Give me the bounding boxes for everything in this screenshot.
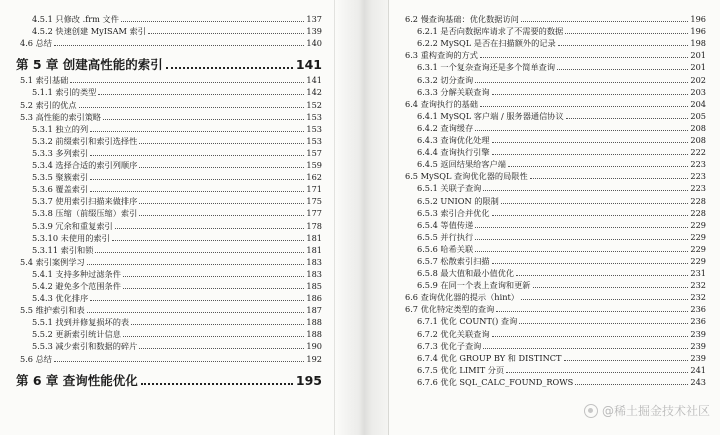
toc-chapter-heading [16,364,322,389]
dot-leader [557,69,688,70]
toc-entry-title: 5.5 维护索引和表 [20,305,85,316]
dot-leader [506,372,688,373]
toc-entry-title: 5.3.10 未使用的索引 [32,232,110,243]
toc-subsection-entry [401,85,706,97]
toc-subsection-entry [401,206,706,218]
toc-entry-title: 5.5.2 更新索引统计信息 [32,329,121,340]
dot-leader [90,155,304,156]
toc-subsection-entry [401,351,706,363]
toc-page-number: 140 [306,38,322,49]
toc-entry-title: 6.4.5 返回结果给客户端 [417,159,506,170]
dot-leader [492,154,689,155]
toc-entry-title: 5.3.1 独立的列 [32,123,89,134]
toc-entry-title: 6.7.5 优化 LIMIT 分页 [417,364,505,375]
toc-entry-title: 6.5.3 索引合并优化 [417,207,490,218]
toc-entry-title: 5.3.11 索引和锁 [32,244,94,255]
dot-leader [533,287,689,288]
dot-leader [139,348,304,349]
toc-subsection-entry [401,242,706,254]
dot-leader [139,215,304,216]
toc-page-number: 152 [306,99,322,110]
dot-leader [90,191,304,192]
toc-subsection-entry [16,267,322,279]
toc-entry-title: 6.3.3 分解关联查询 [417,86,490,97]
toc-page-number: 153 [306,123,322,134]
toc-entry-title: 6.2 慢查询基础：优化数据访问 [405,14,519,25]
toc-subsection-entry [401,145,706,157]
toc-section-entry [401,48,706,60]
dot-leader [492,94,689,95]
dot-leader [90,300,304,301]
toc-entry-title: 6.3.2 切分查询 [417,74,474,85]
dot-leader [480,106,688,107]
toc-entry-title: 6.5.5 并行执行 [417,231,474,242]
toc-entry-title: 6.7.4 优化 GROUP BY 和 DISTINCT [417,352,562,363]
toc-subsection-entry [401,193,706,205]
dot-leader [483,190,688,191]
dot-leader [521,299,688,300]
toc-section-entry [16,303,322,315]
dot-leader [519,323,688,324]
toc-page-number: 239 [690,340,706,351]
toc-section-entry [16,255,322,267]
toc-entry-title: 6.2.1 是否向数据库请求了不需要的数据 [417,26,564,37]
toc-entry-title: 6.7.6 优化 SQL_CALC_FOUND_ROWS [417,376,574,387]
dot-leader [166,67,293,69]
toc-subsection-entry [16,218,322,230]
toc-entry-title: 6.4.3 查询优化处理 [417,135,490,146]
toc-entry-title: 6.5.1 关联子查询 [417,183,482,194]
toc-section-entry [16,36,322,48]
toc-entry-title: 6.4.1 MySQL 客户端 / 服务器通信协议 [417,110,564,121]
toc-page-number: 141 [306,75,322,86]
toc-page-number: 177 [306,208,322,219]
toc-page-number: 239 [690,328,706,339]
dot-leader [566,118,689,119]
dot-leader [492,215,689,216]
dot-leader [123,288,304,289]
toc-page-number: 196 [690,14,706,25]
book-gutter [335,0,388,435]
dot-leader [575,384,688,385]
toc-page-number: 236 [690,304,706,315]
dot-leader [564,360,689,361]
dot-leader [70,82,304,83]
toc-page-number: 236 [690,316,706,327]
toc-page-number: 222 [690,147,706,158]
toc-subsection-entry [16,12,322,24]
toc-subsection-entry [401,133,706,145]
dot-leader [530,178,689,179]
dot-leader [131,324,304,325]
toc-entry-title: 5.1 索引基础 [20,75,69,86]
toc-page-number: 153 [306,135,322,146]
toc-entry-title: 6.5.9 在同一个表上查询和更新 [417,280,531,291]
dot-leader [475,239,688,240]
toc-page-number: 229 [690,243,706,254]
toc-subsection-entry [16,327,322,339]
toc-page-number: 190 [306,341,322,352]
toc-subsection-entry [16,194,322,206]
toc-page-number: 208 [690,135,706,146]
toc-page-number: 223 [690,171,706,182]
dot-leader [139,203,304,204]
toc-entry-title: 6.4.4 查询执行引擎 [417,147,490,158]
toc-entry-title: 5.3.5 聚簇索引 [32,172,89,183]
toc-subsection-entry [401,314,706,326]
dot-leader [501,203,689,204]
dot-leader [90,131,304,132]
toc-entry-title: 6.3 重构查询的方式 [405,50,478,61]
toc-page-number: 231 [690,268,706,279]
toc-section-entry [401,12,706,24]
toc-entry-title: 5.4.2 避免多个范围条件 [32,280,121,291]
toc-entry-title: 6.7.1 优化 COUNT() 查询 [417,316,518,327]
toc-page-number: 243 [690,376,706,387]
dot-leader [90,179,304,180]
toc-page-number: 196 [690,26,706,37]
dot-leader [521,21,688,22]
toc-right-page [388,0,720,435]
toc-subsection-entry [16,122,322,134]
dot-leader [565,33,688,34]
toc-page-number: 205 [690,110,706,121]
dot-leader [516,275,688,276]
dot-leader [87,264,305,265]
toc-subsection-entry [401,278,706,290]
toc-page-number: 137 [306,14,322,25]
toc-subsection-entry [401,266,706,278]
dot-leader [98,94,304,95]
dot-leader [148,33,304,34]
toc-page-number: 171 [306,184,322,195]
toc-page-number: 208 [690,122,706,133]
toc-page-number: 153 [306,111,322,122]
toc-page-number: 201 [690,62,706,73]
toc-page-number: 181 [306,244,322,255]
toc-page-number: 198 [690,38,706,49]
toc-page-number: 159 [306,160,322,171]
toc-subsection-entry [16,158,322,170]
toc-page-number: 181 [306,232,322,243]
dot-leader [483,348,688,349]
dot-leader [115,228,305,229]
toc-page-number: 229 [690,231,706,242]
dot-leader [95,252,304,253]
toc-subsection-entry [401,218,706,230]
toc-subsection-entry [401,375,706,387]
dot-leader [480,57,688,58]
toc-subsection-entry [401,363,706,375]
toc-section-entry [16,110,322,122]
toc-entry-title: 6.5.7 松散索引扫描 [417,255,490,266]
toc-entry-title: 第 6 章 查询性能优化 [16,372,138,388]
toc-subsection-entry [16,170,322,182]
toc-entry-title: 5.4.3 优化排序 [32,293,89,304]
toc-section-entry [401,302,706,314]
toc-subsection-entry [16,146,322,158]
toc-page-number: 203 [690,86,706,97]
toc-subsection-entry [16,315,322,327]
dot-leader [496,311,688,312]
toc-entry-title: 5.4.1 支持多种过滤条件 [32,268,121,279]
dot-leader [492,263,689,264]
toc-section-entry [16,97,322,109]
toc-page-number: 183 [306,268,322,279]
toc-entry-title: 6.2.2 MySQL 是否在扫描额外的记录 [417,38,556,49]
dot-leader [475,227,688,228]
dot-leader [475,130,688,131]
toc-subsection-entry [401,230,706,242]
toc-subsection-entry [401,181,706,193]
toc-entry-title: 6.7 优化特定类型的查询 [405,304,495,315]
toc-page-number: 223 [690,159,706,170]
toc-subsection-entry [16,85,322,97]
toc-section-entry [16,73,322,85]
toc-left-page [0,0,335,435]
toc-entry-title: 4.5.2 快速创建 MyISAM 索引 [32,26,146,37]
toc-page-number: 241 [690,364,706,375]
juejin-logo-icon [584,404,598,418]
toc-entry-title: 第 5 章 创建高性能的索引 [16,57,163,73]
toc-page-number: 187 [306,305,322,316]
dot-leader [123,276,304,277]
toc-section-entry [401,290,706,302]
toc-entry-title: 6.5.2 UNION 的限制 [417,195,499,206]
toc-entry-title: 4.5.1 只修改 .frm 文件 [32,14,119,25]
toc-page-number: 185 [306,280,322,291]
toc-page-number: 223 [690,183,706,194]
toc-entry-title: 5.1.1 索引的类型 [32,87,97,98]
toc-subsection-entry [401,72,706,84]
toc-page-number: 228 [690,207,706,218]
dot-leader [121,21,304,22]
dot-leader [139,167,304,168]
toc-entry-title: 6.3.1 一个复杂查询还是多个简单查询 [417,62,556,73]
toc-page-number: 157 [306,147,322,158]
toc-entry-title: 6.5.4 等值传递 [417,219,474,230]
toc-subsection-entry [401,121,706,133]
toc-page-number: 141 [295,57,322,73]
toc-page-number: 204 [690,98,706,109]
toc-page-number: 228 [690,195,706,206]
toc-page-number: 195 [295,372,322,388]
dot-leader [508,166,688,167]
toc-entry-title: 5.3 高性能的索引策略 [20,111,102,122]
toc-entry-title: 4.6 总结 [20,38,52,49]
toc-entry-title: 5.3.8 压缩（前缀压缩）索引 [32,208,138,219]
toc-section-entry [16,351,322,363]
toc-page-number: 201 [690,50,706,61]
toc-entry-title: 6.6 查询优化器的提示（hint） [405,292,519,303]
toc-subsection-entry [16,279,322,291]
dot-leader [139,143,304,144]
dot-leader [103,119,304,120]
dot-leader [54,45,304,46]
toc-entry-title: 5.3.4 选择合适的索引列顺序 [32,160,138,171]
dot-leader [492,142,689,143]
toc-entry-title: 6.4 查询执行的基础 [405,98,478,109]
toc-page-number: 175 [306,196,322,207]
dot-leader [475,251,688,252]
toc-page-number: 188 [306,329,322,340]
toc-subsection-entry [401,24,706,36]
toc-subsection-entry [16,339,322,351]
toc-subsection-entry [401,36,706,48]
watermark [584,402,710,419]
toc-subsection-entry [401,60,706,72]
toc-section-entry [401,97,706,109]
dot-leader [79,107,305,108]
toc-page-number: 232 [690,292,706,303]
toc-page-number: 202 [690,74,706,85]
toc-page-number: 229 [690,255,706,266]
toc-subsection-entry [16,231,322,243]
toc-subsection-entry [16,206,322,218]
watermark-text: @稀土掘金技术社区 [601,404,710,418]
toc-subsection-entry [401,157,706,169]
toc-subsection-entry [16,182,322,194]
toc-page-number: 162 [306,172,322,183]
dot-leader [112,240,305,241]
toc-entry-title: 5.3.9 冗余和重复索引 [32,220,113,231]
toc-page-number: 178 [306,220,322,231]
dot-leader [558,45,689,46]
toc-subsection-entry [16,24,322,36]
toc-entry-title: 5.4 索引案例学习 [20,256,85,267]
toc-subsection-entry [16,243,322,255]
dot-leader [123,336,304,337]
toc-entry-title: 5.5.3 减少索引和数据的碎片 [32,341,138,352]
toc-entry-title: 5.3.3 多列索引 [32,147,89,158]
toc-section-entry [401,169,706,181]
toc-entry-title: 6.5.6 哈希关联 [417,243,474,254]
toc-entry-title: 6.7.3 优化子查询 [417,340,482,351]
toc-subsection-entry [401,109,706,121]
dot-leader [141,383,293,385]
toc-entry-title: 5.6 总结 [20,353,52,364]
toc-entry-title: 5.3.6 覆盖索引 [32,184,89,195]
toc-page-number: 142 [306,87,322,98]
toc-chapter-heading [16,48,322,73]
toc-entry-title: 5.3.7 使用索引扫描来做排序 [32,196,138,207]
toc-entry-title: 5.2 索引的优点 [20,99,77,110]
toc-page-number: 139 [306,26,322,37]
toc-subsection-entry [401,326,706,338]
toc-page-number: 186 [306,293,322,304]
toc-entry-title: 6.7.2 优化关联查询 [417,328,490,339]
toc-subsection-entry [401,339,706,351]
toc-entry-title: 5.5.1 找到并修复损坏的表 [32,317,130,328]
dot-leader [475,82,688,83]
toc-page-number: 239 [690,352,706,363]
toc-page-number: 183 [306,256,322,267]
toc-page-number: 192 [306,353,322,364]
toc-page-number: 232 [690,280,706,291]
toc-subsection-entry [16,134,322,146]
toc-page-number: 229 [690,219,706,230]
toc-entry-title: 6.5 MySQL 查询优化器的局限性 [405,171,528,182]
toc-subsection-entry [16,291,322,303]
dot-leader [492,336,689,337]
toc-page-number: 188 [306,317,322,328]
dot-leader [54,361,304,362]
dot-leader [87,312,305,313]
toc-entry-title: 6.5.8 最大值和最小值优化 [417,268,515,279]
toc-subsection-entry [401,254,706,266]
toc-entry-title: 6.4.2 查询缓存 [417,122,474,133]
toc-entry-title: 5.3.2 前缀索引和索引选择性 [32,135,138,146]
